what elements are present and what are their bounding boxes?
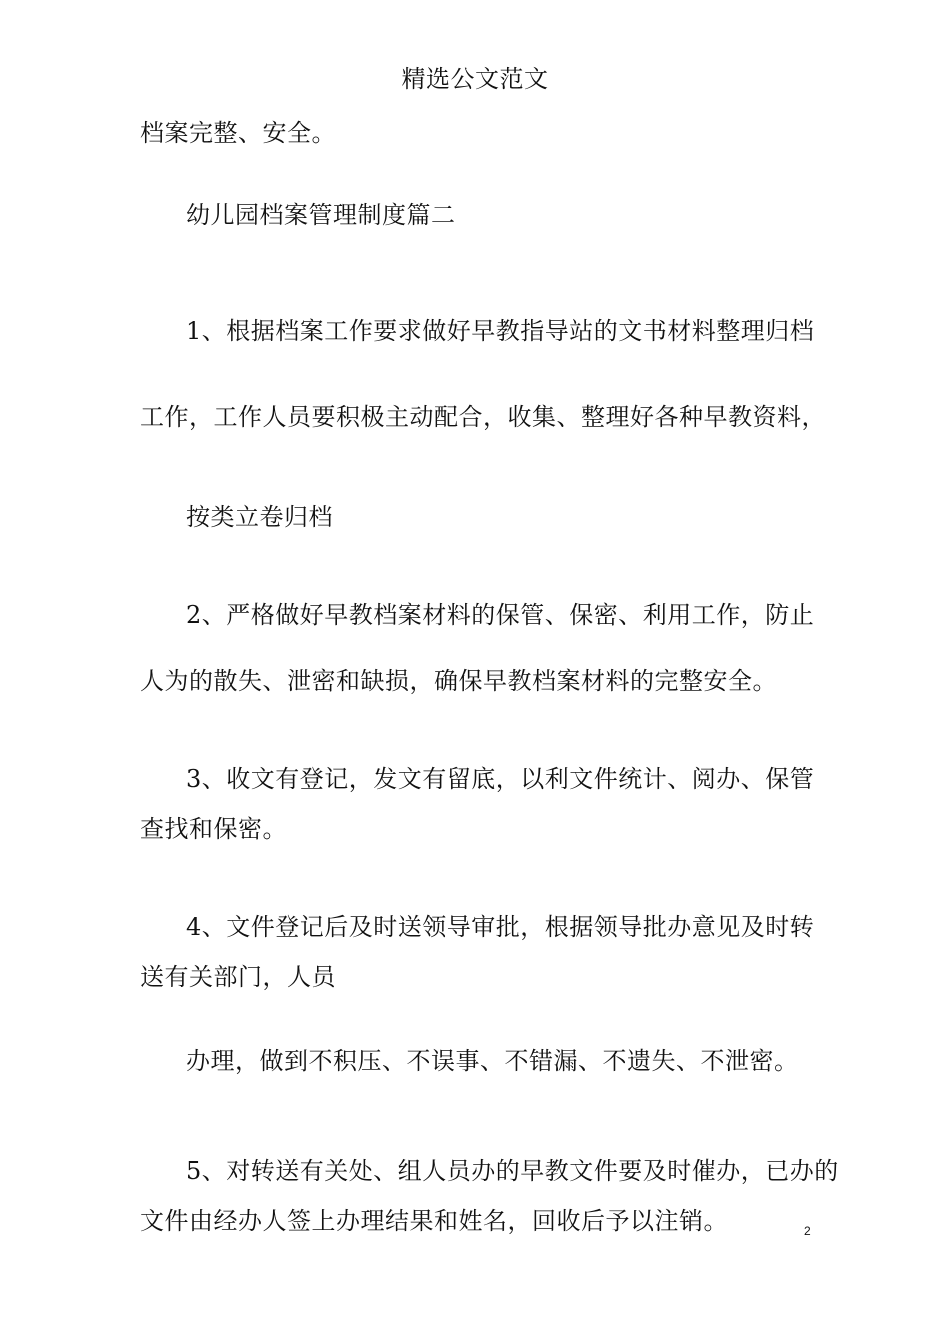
text-line: 4、文件登记后及时送领导审批，根据领导批办意见及时转 [186, 913, 815, 941]
text-line: 办理，做到不积压、不误事、不错漏、不遗失、不泄密。 [186, 1047, 799, 1075]
text-line: 送有关部门，人员 [140, 963, 336, 991]
page-number: 2 [804, 1224, 811, 1238]
text-line: 人为的散失、泄密和缺损，确保早教档案材料的完整安全。 [140, 667, 777, 695]
text-line: 2、严格做好早教档案材料的保管、保密、利用工作，防止 [186, 601, 815, 629]
text-line: 查找和保密。 [140, 815, 287, 843]
text-line: 档案完整、安全。 [140, 119, 336, 147]
section-title: 幼儿园档案管理制度篇二 [186, 201, 456, 229]
text-line: 5、对转送有关处、组人员办的早教文件要及时催办，已办的 [186, 1157, 839, 1185]
text-line: 工作，工作人员要积极主动配合，收集、整理好各种早教资料， [140, 403, 826, 431]
text-line: 按类立卷归档 [186, 503, 333, 531]
text-line: 3、收文有登记，发文有留底，以利文件统计、阅办、保管 [186, 765, 815, 793]
text-line: 文件由经办人签上办理结果和姓名，回收后予以注销。 [140, 1207, 728, 1235]
page-header: 精选公文范文 [401, 65, 549, 93]
text-line: 1、根据档案工作要求做好早教指导站的文书材料整理归档 [186, 317, 815, 345]
